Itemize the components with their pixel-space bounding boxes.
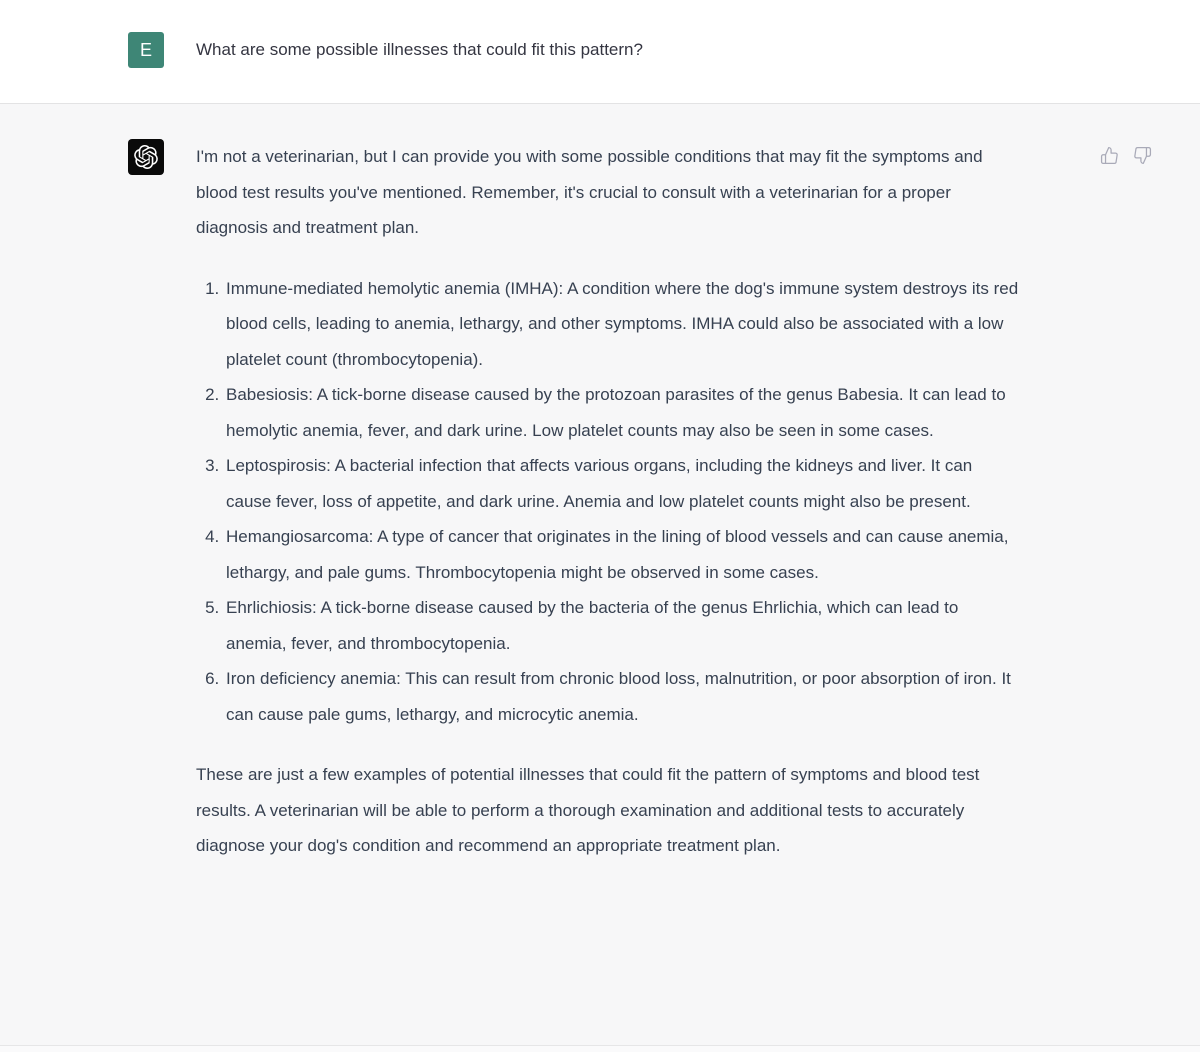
list-item: 1. Immune-mediated hemolytic anemia (IMHA): A condition where the dog's immune system destroys its red blood cells, leading to anemia, lethargy, and other symptoms. IMHA could also be associated with a low platelet count (thrombocytopenia). xyxy=(224,271,1022,378)
section-divider xyxy=(0,1045,1200,1052)
assistant-intro-paragraph: I'm not a veterinarian, but I can provide you with some possible conditions that may fit the symptoms and blood test results you've mentioned. Remember, it's crucial to consult with a veterinarian for a proper diagnosis and treatment plan. xyxy=(196,147,983,237)
thumbs-up-icon xyxy=(1100,146,1119,165)
assistant-outro-paragraph: These are just a few examples of potential illnesses that could fit the pattern of symptoms and blood test results. A veterinarian will be able to perform a thorough examination and additional tests to accurately diagnose your dog's condition and recommend an appropriate treatment plan. xyxy=(196,765,980,855)
user-message-text: What are some possible illnesses that could fit this pattern? xyxy=(196,40,643,59)
assistant-message-content xyxy=(196,139,1022,864)
feedback-actions xyxy=(1100,139,1152,165)
openai-logo-icon xyxy=(134,145,158,169)
user-avatar xyxy=(128,32,164,68)
assistant-message-row xyxy=(0,139,1200,864)
thumbs-up-button[interactable] xyxy=(1100,146,1119,165)
list-item: 6. Iron deficiency anemia: This can result from chronic blood loss, malnutrition, or poor absorption of iron. It can cause pale gums, lethargy, and microcytic anemia. xyxy=(224,661,1022,732)
thumbs-down-button[interactable] xyxy=(1133,146,1152,165)
assistant-avatar xyxy=(128,139,164,175)
assistant-message-section xyxy=(0,103,1200,1045)
list-item: 5. Ehrlichiosis: A tick-borne disease caused by the bacteria of the genus Ehrlichia, which can lead to anemia, fever, and thrombocytopenia. xyxy=(224,590,1022,661)
user-avatar-letter: E xyxy=(139,39,152,60)
list-item: 4. Hemangiosarcoma: A type of cancer that originates in the lining of blood vessels and can cause anemia, lethargy, and pale gums. Thrombocytopenia might be observed in some cases. xyxy=(224,519,1022,590)
thumbs-down-icon xyxy=(1133,146,1152,165)
illness-list xyxy=(196,271,1022,733)
list-item: 3. Leptospirosis: A bacterial infection that affects various organs, including the kidneys and liver. It can cause fever, loss of appetite, and dark urine. Anemia and low platelet counts might also be present. xyxy=(224,448,1022,519)
user-message-section xyxy=(0,0,1200,103)
user-message-row xyxy=(0,32,1200,68)
list-item: 2. Babesiosis: A tick-borne disease caused by the protozoan parasites of the genus Babesia. It can lead to hemolytic anemia, fever, and dark urine. Low platelet counts may also be seen in some cases. xyxy=(224,377,1022,448)
